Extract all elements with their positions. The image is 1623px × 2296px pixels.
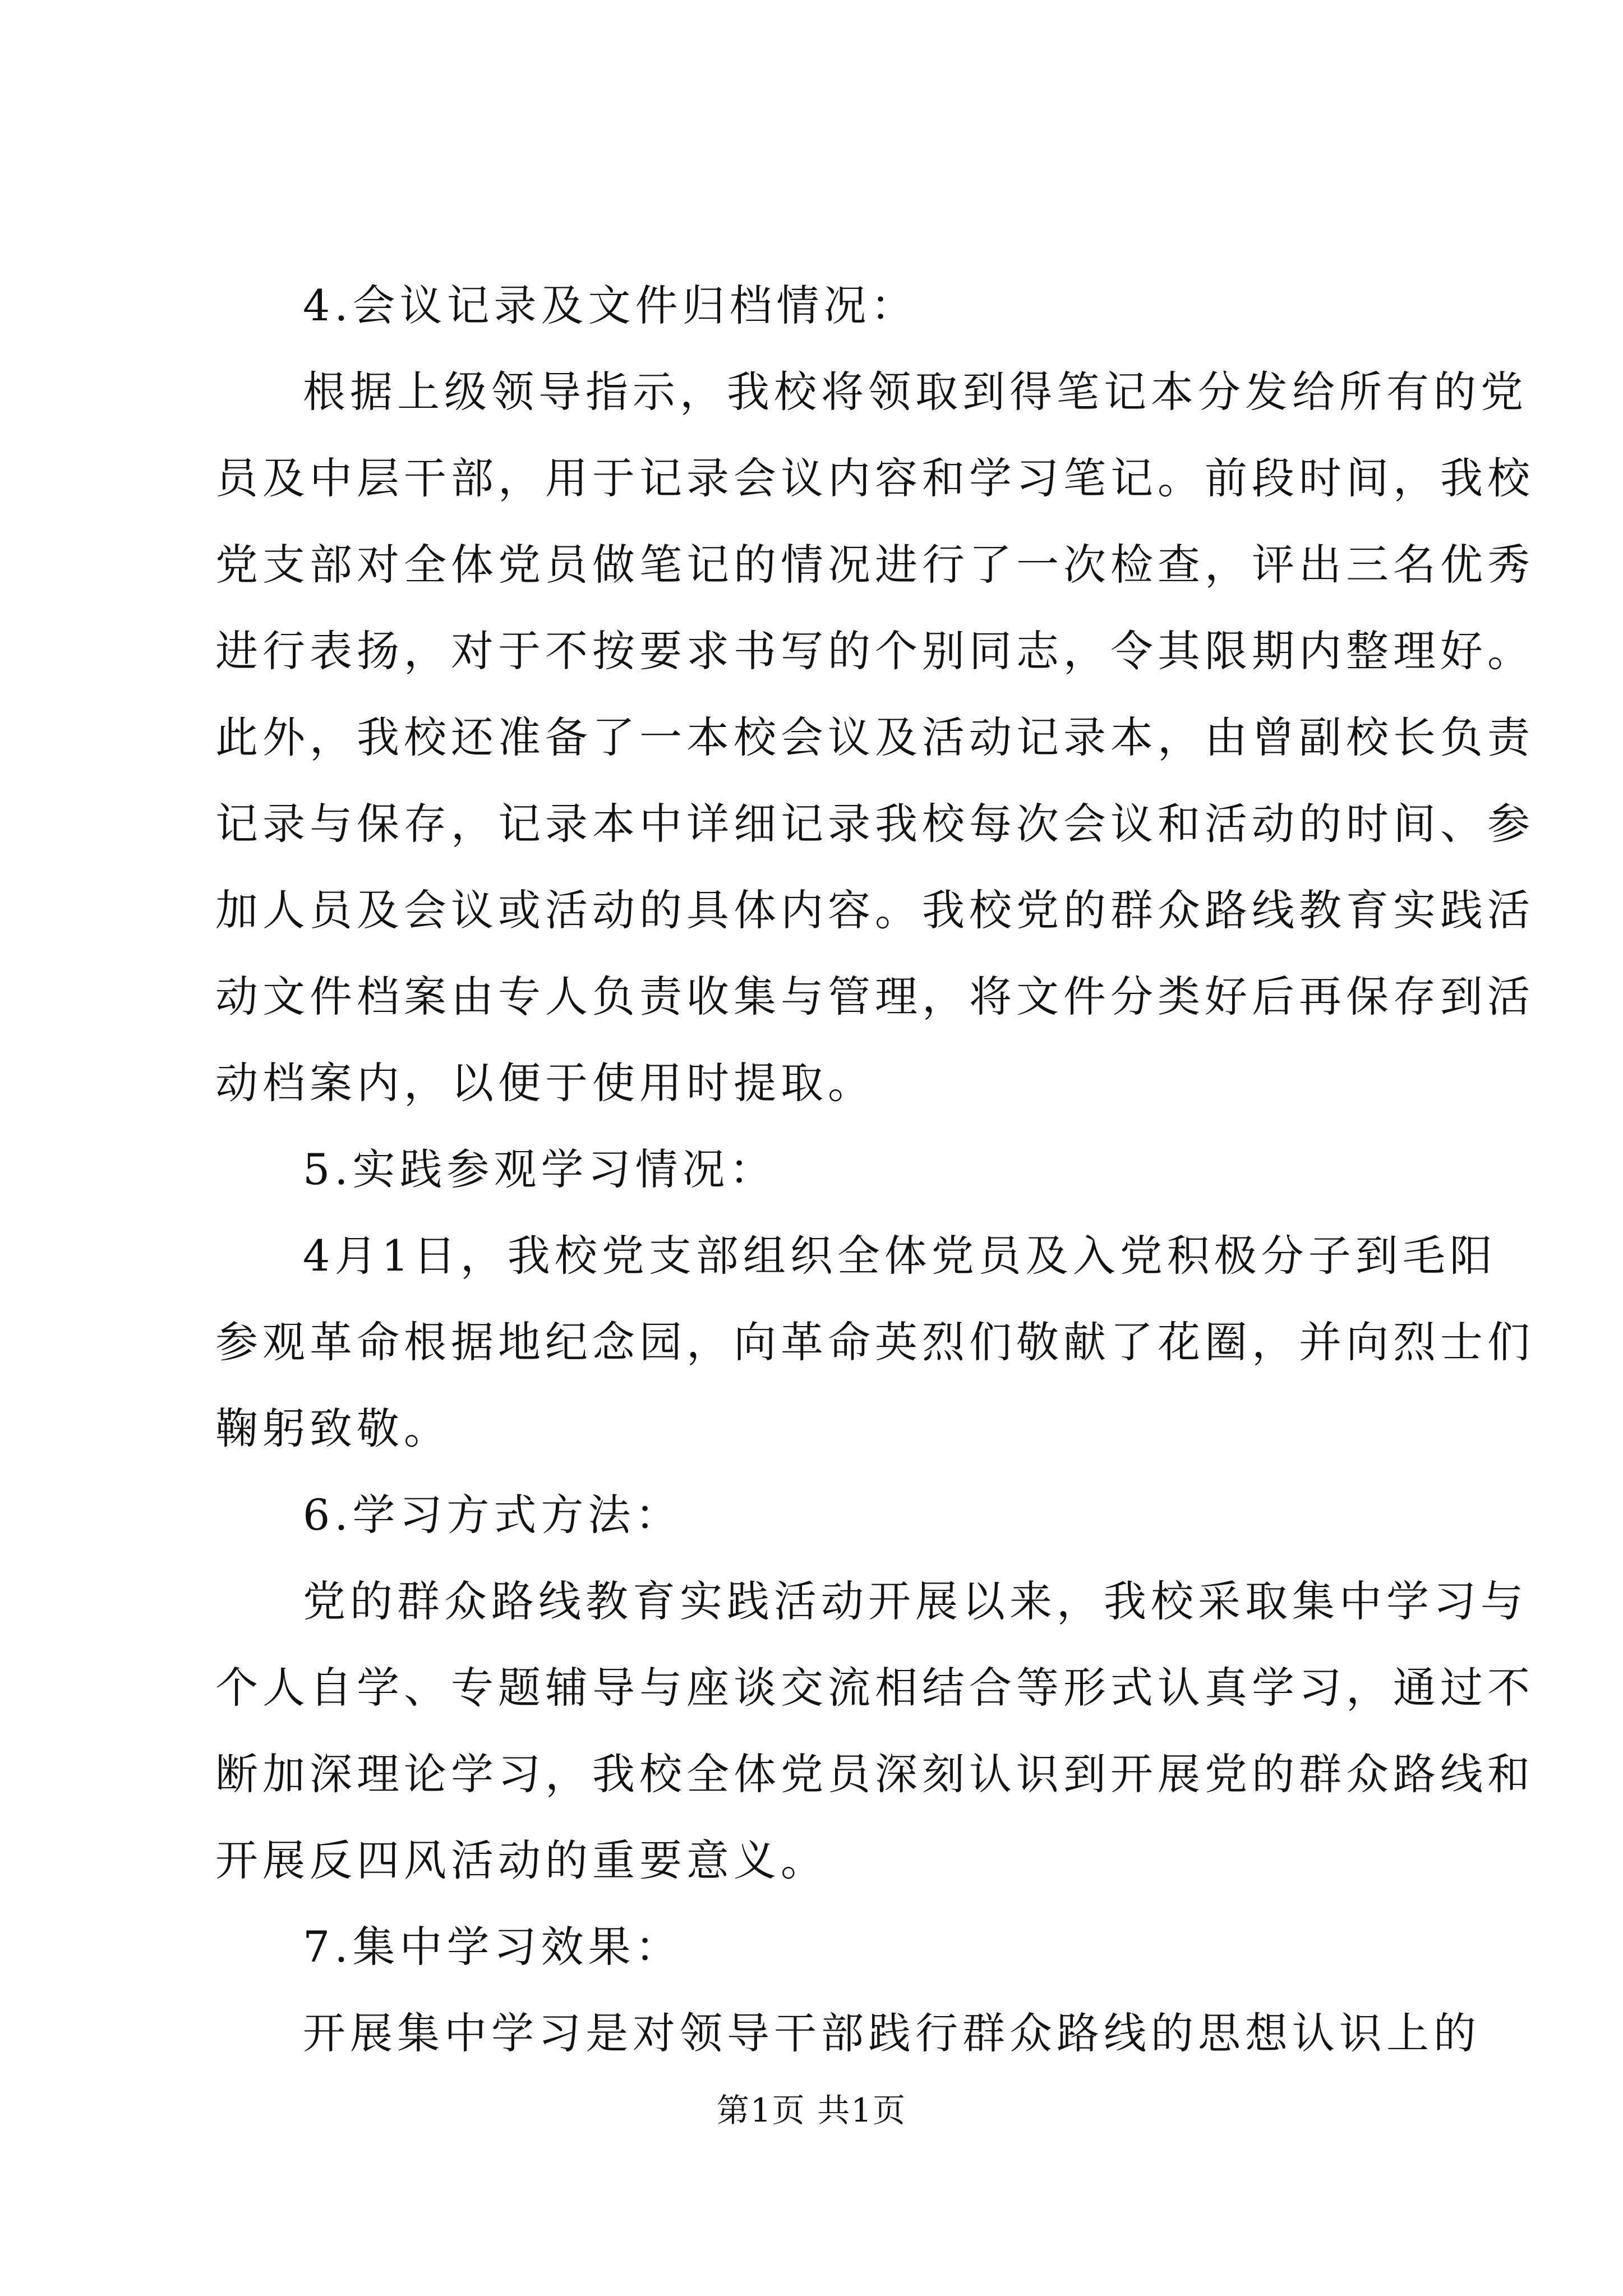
paragraph-line: 加人员及会议或活动的具体内容。我校党的群众路线教育实践活 [215,885,1534,935]
paragraph-line: 党支部对全体党员做笔记的情况进行了一次检查，评出三名优秀 [215,540,1534,590]
document-body [215,263,1534,2077]
paragraph-line: 参观革命根据地纪念园，向革命英烈们敬献了花圈，并向烈士们 [215,1317,1534,1367]
paragraph-line: 开展反四风活动的重要意义。 [215,1835,828,1885]
paragraph-line: 鞠躬致敬。 [215,1404,451,1453]
paragraph-line: 此外，我校还准备了一本校会议及活动记录本，由曾副校长负责 [215,712,1534,762]
section-heading-7: 7.集中学习效果： [303,1922,683,1972]
paragraph-line: 记录与保存，记录本中详细记录我校每次会议和活动的时间、参 [215,799,1534,849]
paragraph-line: 员及中层干部，用于记录会议内容和学习笔记。前段时间，我校 [215,453,1534,503]
section-heading-4: 4.会议记录及文件归档情况： [303,280,918,330]
paragraph-line: 根据上级领导指示，我校将领取到得笔记本分发给所有的党 [303,367,1528,417]
paragraph-line: 动档案内，以便于使用时提取。 [215,1058,875,1108]
section-heading-6: 6.学习方式方法： [303,1490,683,1540]
paragraph-line: 个人自学、专题辅导与座谈交流相结合等形式认真学习，通过不 [215,1663,1534,1713]
paragraph-line: 党的群众路线教育实践活动开展以来，我校采取集中学习与 [303,1576,1528,1626]
page-footer: 第1页 共1页 [716,2091,907,2129]
paragraph-line: 进行表扬，对于不按要求书写的个别同志，令其限期内整理好。 [215,626,1534,676]
paragraph-line: 开展集中学习是对领导干部践行群众路线的思想认识上的 [303,2008,1481,2058]
paragraph-line: 4月1日，我校党支部组织全体党员及入党积极分子到毛阳 [303,1231,1497,1281]
section-heading-5: 5.实践参观学习情况： [303,1144,777,1194]
paragraph-line: 断加深理论学习，我校全体党员深刻认识到开展党的群众路线和 [215,1749,1534,1799]
paragraph-line: 动文件档案由专人负责收集与管理，将文件分类好后再保存到活 [215,972,1534,1022]
